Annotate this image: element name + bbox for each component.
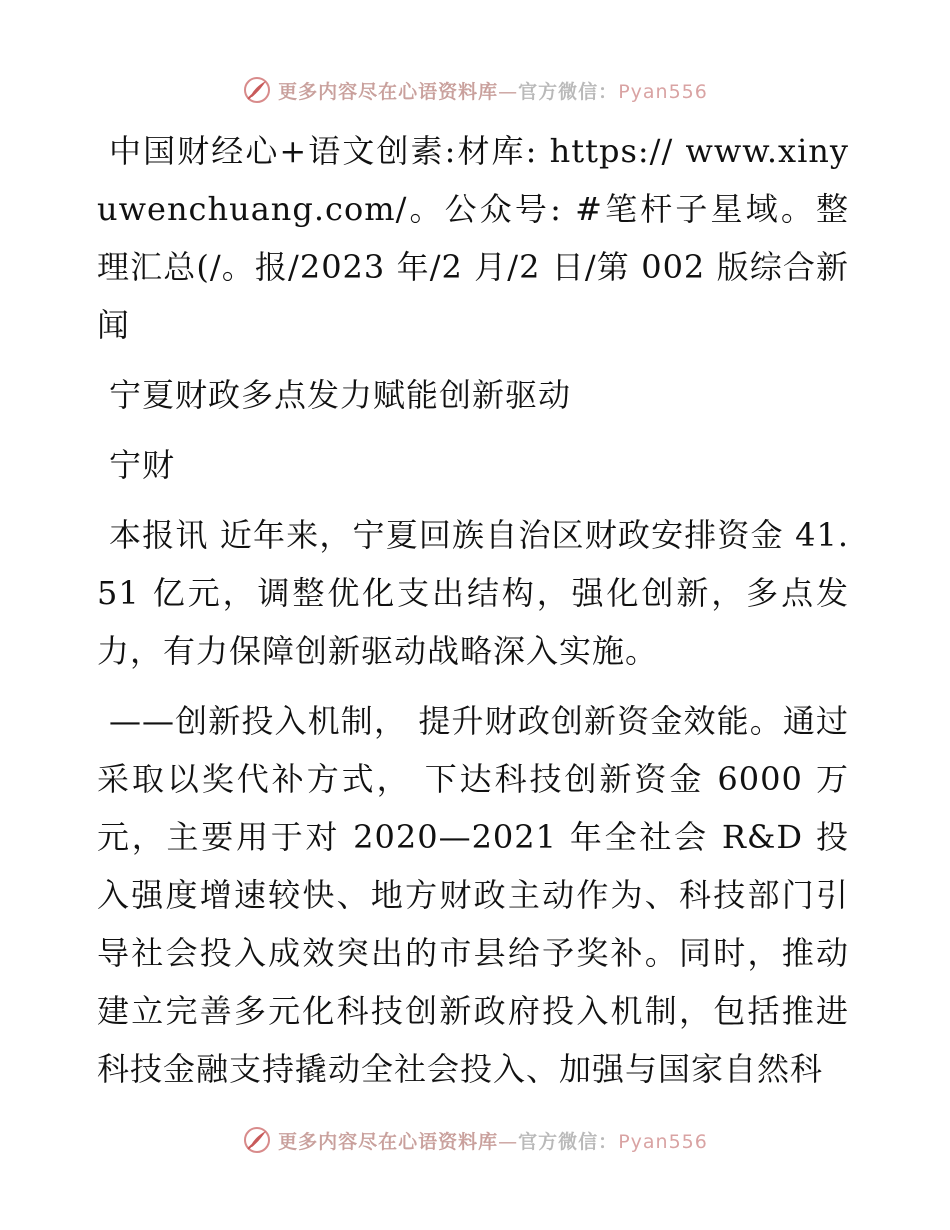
banner-wechat-label: 官方微信：	[518, 80, 619, 103]
header-watermark-banner	[0, 70, 950, 110]
banner-dash: —	[498, 80, 519, 103]
banner-main-text: 更多内容尽在心语资料库	[278, 80, 499, 103]
document-body	[97, 122, 849, 1110]
banner-wechat-id: Pyan556	[618, 80, 708, 103]
article-body-paragraph: ——创新投入机制， 提升财政创新资金效能。通过采取以奖代补方式， 下达科技创新资金 6000 万元，主要用于对 2020—2021 年全社会 R&D 投入强度增速较快、地方财政主动作为、科技部门引导社会投入成效突出的市县给予奖补。同时，推动建立完善多元化科技创新政府投入机制，包括推进科技金融支持撬动全社会投入、加强与国家自然科	[97, 702, 849, 1088]
footer-watermark-banner	[0, 1120, 950, 1160]
source-paragraph: 中国财经心+语文创素:材库: https:// www.xinyuwenchuang.com/。公众号: #笔杆子星域。整理汇总(/。报/2023 年/2 月/2 日/第 002 版综合新闻	[97, 132, 849, 344]
article-lead-paragraph: 本报讯 近年来，宁夏回族自治区财政安排资金 41.51 亿元，调整优化支出结构，强化创新，多点发力，有力保障创新驱动战略深入实施。	[97, 516, 849, 670]
banner-wechat-id: Pyan556	[618, 1130, 708, 1153]
quill-logo-icon	[242, 75, 272, 105]
article-author: 宁财	[109, 446, 176, 484]
banner-wechat-label: 官方微信：	[518, 1130, 619, 1153]
article-title: 宁夏财政多点发力赋能创新驱动	[109, 376, 572, 414]
banner-dash: —	[498, 1130, 519, 1153]
quill-logo-icon	[242, 1125, 272, 1155]
banner-main-text: 更多内容尽在心语资料库	[278, 1130, 499, 1153]
